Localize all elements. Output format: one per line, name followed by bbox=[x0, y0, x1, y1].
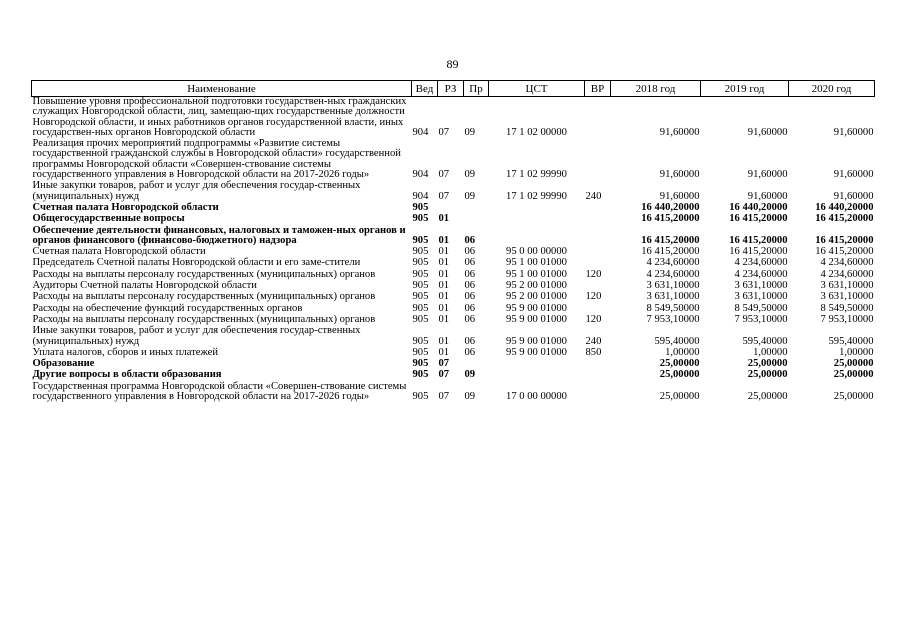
table-row bbox=[32, 213, 875, 224]
cell-pr: 09 bbox=[464, 391, 476, 403]
table-row bbox=[32, 269, 875, 280]
cell-2020: 595,40000 bbox=[828, 335, 874, 347]
cell-vr: 120 bbox=[585, 268, 602, 280]
cell-cst: 95 9 00 01000 bbox=[506, 335, 567, 347]
cell-2018: 25,00000 bbox=[659, 369, 700, 381]
cell-2019: 595,40000 bbox=[742, 335, 788, 347]
cell-pr: 06 bbox=[464, 346, 476, 358]
cell-pr: 09 bbox=[464, 126, 476, 138]
table-header-row bbox=[32, 81, 875, 97]
cell-2020: 1,00000 bbox=[839, 346, 874, 358]
cell-rz: 07 bbox=[438, 391, 450, 403]
cell-vr bbox=[585, 381, 611, 403]
header-2019: 2019 год bbox=[701, 81, 789, 97]
table-row bbox=[32, 280, 875, 291]
cell-2018: 595,40000 bbox=[654, 335, 700, 347]
cell-2019: 7 953,10000 bbox=[734, 313, 788, 325]
cell-2019: 25,00000 bbox=[747, 369, 788, 381]
cell-pr: 09 bbox=[464, 169, 476, 181]
cell-2020: 91,60000 bbox=[833, 126, 874, 138]
budget-table bbox=[31, 80, 875, 402]
cell-pr: 06 bbox=[464, 313, 476, 325]
table-row bbox=[32, 347, 875, 358]
cell-2019: 16 415,20000 bbox=[729, 246, 788, 258]
cell-ved: 905 bbox=[412, 313, 429, 325]
cell-cst bbox=[489, 202, 585, 213]
cell-2020: 16 440,20000 bbox=[815, 201, 874, 213]
cell-vr bbox=[585, 202, 611, 213]
cell-2020: 25,00000 bbox=[833, 358, 874, 370]
cell-2018: 91,60000 bbox=[659, 169, 700, 181]
cell-vr bbox=[585, 213, 611, 224]
cell-2020: 3 631,10000 bbox=[820, 280, 874, 292]
cell-name: Образование bbox=[32, 358, 95, 370]
cell-cst: 95 1 00 01000 bbox=[506, 268, 567, 280]
header-cst: ЦСТ bbox=[489, 81, 585, 97]
header-2020: 2020 год bbox=[789, 81, 875, 97]
cell-2020: 16 415,20000 bbox=[815, 246, 874, 258]
cell-cst: 95 9 00 01000 bbox=[506, 346, 567, 358]
cell-2020: 16 415,20000 bbox=[815, 234, 874, 246]
cell-pr: 06 bbox=[464, 234, 476, 246]
table-row bbox=[32, 97, 875, 139]
cell-2020: 7 953,10000 bbox=[820, 313, 874, 325]
cell-2018: 91,60000 bbox=[659, 190, 700, 202]
cell-pr bbox=[464, 202, 489, 213]
cell-2019: 3 631,10000 bbox=[734, 280, 788, 292]
cell-vr bbox=[585, 280, 611, 291]
table-row bbox=[32, 257, 875, 268]
table-row bbox=[32, 381, 875, 403]
cell-2018: 4 234,60000 bbox=[646, 268, 700, 280]
cell-vr: 120 bbox=[585, 291, 602, 303]
cell-cst: 17 0 00 00000 bbox=[506, 391, 567, 403]
cell-2019: 25,00000 bbox=[747, 358, 788, 370]
cell-ved: 905 bbox=[412, 280, 429, 292]
cell-2019: 16 415,20000 bbox=[729, 234, 788, 246]
cell-2018: 16 415,20000 bbox=[641, 213, 700, 225]
cell-vr bbox=[585, 97, 611, 139]
cell-vr: 240 bbox=[585, 190, 602, 202]
cell-ved: 905 bbox=[412, 369, 429, 381]
cell-2020: 91,60000 bbox=[833, 169, 874, 181]
header-2018: 2018 год bbox=[611, 81, 701, 97]
header-ved: Вед bbox=[412, 81, 438, 97]
cell-vr bbox=[585, 369, 611, 380]
cell-name: Обеспечение деятельности финансовых, налоговых и таможен-ных органов и органов финансового (финансово-бюджетного) надзора bbox=[32, 224, 406, 246]
cell-rz: 07 bbox=[438, 369, 450, 381]
table-row bbox=[32, 225, 875, 247]
cell-pr: 06 bbox=[464, 291, 476, 303]
cell-2019: 16 440,20000 bbox=[729, 201, 788, 213]
cell-2020: 25,00000 bbox=[833, 391, 874, 403]
cell-cst: 95 9 00 01000 bbox=[506, 313, 567, 325]
cell-rz: 07 bbox=[438, 126, 450, 138]
header-name: Наименование bbox=[32, 81, 412, 97]
cell-rz: 01 bbox=[438, 268, 450, 280]
cell-name: Счетная палата Новгородской области bbox=[32, 246, 206, 258]
cell-vr bbox=[585, 225, 611, 247]
cell-2018: 16 415,20000 bbox=[641, 234, 700, 246]
cell-name: Аудиторы Счетной палаты Новгородской области bbox=[32, 280, 257, 292]
cell-rz: 01 bbox=[438, 346, 450, 358]
cell-2018: 16 415,20000 bbox=[641, 246, 700, 258]
cell-2018: 7 953,10000 bbox=[646, 313, 700, 325]
cell-cst: 95 0 00 00000 bbox=[506, 246, 567, 258]
cell-name: Расходы на выплаты персоналу государственных (муниципальных) органов bbox=[32, 268, 376, 280]
cell-2019: 91,60000 bbox=[747, 190, 788, 202]
page-number: 89 bbox=[446, 57, 459, 71]
cell-2018: 16 440,20000 bbox=[641, 201, 700, 213]
header-rz: РЗ bbox=[438, 81, 464, 97]
cell-rz: 01 bbox=[438, 302, 450, 314]
cell-name: Расходы на выплаты персоналу государственных (муниципальных) органов bbox=[32, 291, 376, 303]
cell-2018: 3 631,10000 bbox=[646, 291, 700, 303]
cell-name: Расходы на обеспечение функций государственных органов bbox=[32, 302, 303, 314]
cell-name: Расходы на выплаты персоналу государственных (муниципальных) органов bbox=[32, 313, 376, 325]
cell-vr bbox=[585, 138, 611, 180]
cell-rz: 01 bbox=[438, 280, 450, 292]
cell-2020: 91,60000 bbox=[833, 190, 874, 202]
cell-pr: 06 bbox=[464, 268, 476, 280]
cell-2019: 4 234,60000 bbox=[734, 257, 788, 269]
cell-ved: 905 bbox=[412, 335, 429, 347]
cell-rz bbox=[438, 202, 464, 213]
cell-ved: 905 bbox=[412, 346, 429, 358]
cell-ved: 905 bbox=[412, 257, 429, 269]
cell-rz: 07 bbox=[438, 190, 450, 202]
cell-pr: 06 bbox=[464, 246, 476, 258]
cell-2019: 91,60000 bbox=[747, 169, 788, 181]
cell-2020: 25,00000 bbox=[833, 369, 874, 381]
cell-ved: 905 bbox=[412, 291, 429, 303]
cell-rz: 01 bbox=[438, 213, 450, 225]
cell-rz: 01 bbox=[438, 257, 450, 269]
cell-cst bbox=[489, 213, 585, 224]
cell-2019: 1,00000 bbox=[753, 346, 788, 358]
cell-ved: 904 bbox=[412, 169, 429, 181]
cell-2020: 4 234,60000 bbox=[820, 257, 874, 269]
cell-cst: 17 1 02 99990 bbox=[506, 190, 567, 202]
cell-2020: 4 234,60000 bbox=[820, 268, 874, 280]
table-row bbox=[32, 314, 875, 325]
cell-2020: 8 549,50000 bbox=[820, 302, 874, 314]
cell-name: Государственная программа Новгородской области «Совершен-ствование системы государственного управления в Новгородской области на 2017-2026 годы» bbox=[32, 380, 407, 403]
cell-ved: 905 bbox=[412, 246, 429, 258]
cell-name: Счетная палата Новгородской области bbox=[32, 201, 219, 213]
cell-ved: 905 bbox=[412, 268, 429, 280]
table-row bbox=[32, 303, 875, 314]
cell-2019: 25,00000 bbox=[747, 391, 788, 403]
cell-cst: 17 1 02 00000 bbox=[506, 126, 567, 138]
cell-cst: 95 9 00 01000 bbox=[506, 302, 567, 314]
header-vr: ВР bbox=[585, 81, 611, 97]
cell-vr: 850 bbox=[585, 346, 602, 358]
table-row bbox=[32, 369, 875, 380]
table-row bbox=[32, 138, 875, 180]
cell-name: Другие вопросы в области образования bbox=[32, 369, 222, 381]
cell-2019: 91,60000 bbox=[747, 126, 788, 138]
cell-cst: 95 2 00 01000 bbox=[506, 291, 567, 303]
cell-cst bbox=[489, 358, 585, 369]
cell-name: Общегосударственные вопросы bbox=[32, 213, 185, 225]
cell-name: Иные закупки товаров, работ и услуг для обеспечения государ-ственных (муниципальных) нужд bbox=[32, 180, 361, 202]
cell-rz: 01 bbox=[438, 291, 450, 303]
cell-ved: 905 bbox=[412, 391, 429, 403]
table-row bbox=[32, 325, 875, 347]
cell-pr: 06 bbox=[464, 302, 476, 314]
cell-name: Реализация прочих мероприятий подпрограммы «Развитие системы государственной гражданской службы в Новгородской области» государственной программы Новгородской области «Совершен-ствование системы государственного управления в Новгородской области на 2017-2026 годы» bbox=[32, 138, 401, 181]
cell-2018: 8 549,50000 bbox=[646, 302, 700, 314]
cell-2020: 3 631,10000 bbox=[820, 291, 874, 303]
cell-rz: 07 bbox=[438, 169, 450, 181]
cell-vr: 240 bbox=[585, 335, 602, 347]
cell-pr: 09 bbox=[464, 190, 476, 202]
cell-2018: 4 234,60000 bbox=[646, 257, 700, 269]
cell-pr bbox=[464, 213, 489, 224]
cell-cst: 95 1 00 01000 bbox=[506, 257, 567, 269]
cell-2018: 25,00000 bbox=[659, 358, 700, 370]
cell-rz: 01 bbox=[438, 335, 450, 347]
cell-cst bbox=[489, 369, 585, 380]
cell-name: Председатель Счетной палаты Новгородской области и его заме-стители bbox=[32, 257, 361, 269]
cell-name: Иные закупки товаров, работ и услуг для обеспечения государ-ственных (муниципальных) нужд bbox=[32, 325, 361, 347]
cell-pr: 06 bbox=[464, 280, 476, 292]
table-row bbox=[32, 358, 875, 369]
header-pr: Пр bbox=[464, 81, 489, 97]
cell-rz: 01 bbox=[438, 246, 450, 258]
cell-ved: 904 bbox=[412, 190, 429, 202]
cell-ved: 905 bbox=[412, 234, 429, 246]
cell-2018: 25,00000 bbox=[659, 391, 700, 403]
cell-cst: 95 2 00 01000 bbox=[506, 280, 567, 292]
cell-pr: 06 bbox=[464, 257, 476, 269]
table-row bbox=[32, 291, 875, 302]
cell-2020: 16 415,20000 bbox=[815, 213, 874, 225]
cell-rz: 01 bbox=[438, 313, 450, 325]
table-body bbox=[32, 97, 875, 403]
table-row bbox=[32, 246, 875, 257]
table-row bbox=[32, 202, 875, 213]
cell-cst: 17 1 02 99990 bbox=[506, 169, 567, 181]
cell-rz: 07 bbox=[438, 358, 450, 370]
cell-vr bbox=[585, 246, 611, 257]
cell-vr bbox=[585, 358, 611, 369]
cell-pr: 09 bbox=[464, 369, 476, 381]
cell-ved: 904 bbox=[412, 126, 429, 138]
cell-ved: 905 bbox=[412, 302, 429, 314]
cell-ved: 905 bbox=[412, 213, 429, 225]
cell-2019: 3 631,10000 bbox=[734, 291, 788, 303]
cell-2018: 1,00000 bbox=[665, 346, 700, 358]
cell-name: Повышение уровня профессиональной подготовки государствен-ных гражданских служащих Новгородской области, лиц, замещаю-щих государственные должности Новгородской области, и иных работников органов государственной власти, иных государствен-ных органов Новгородской области bbox=[32, 96, 407, 138]
cell-vr bbox=[585, 303, 611, 314]
cell-pr bbox=[464, 358, 489, 369]
cell-name: Уплата налогов, сборов и иных платежей bbox=[32, 346, 219, 358]
cell-2019: 16 415,20000 bbox=[729, 213, 788, 225]
table-row bbox=[32, 180, 875, 202]
cell-2018: 91,60000 bbox=[659, 126, 700, 138]
cell-2018: 3 631,10000 bbox=[646, 280, 700, 292]
cell-ved: 905 bbox=[412, 358, 429, 370]
cell-ved: 905 bbox=[412, 201, 429, 213]
cell-pr: 06 bbox=[464, 335, 476, 347]
cell-vr: 120 bbox=[585, 313, 602, 325]
cell-vr bbox=[585, 257, 611, 268]
cell-rz: 01 bbox=[438, 234, 450, 246]
cell-cst bbox=[489, 225, 585, 247]
cell-2019: 4 234,60000 bbox=[734, 268, 788, 280]
cell-2019: 8 549,50000 bbox=[734, 302, 788, 314]
